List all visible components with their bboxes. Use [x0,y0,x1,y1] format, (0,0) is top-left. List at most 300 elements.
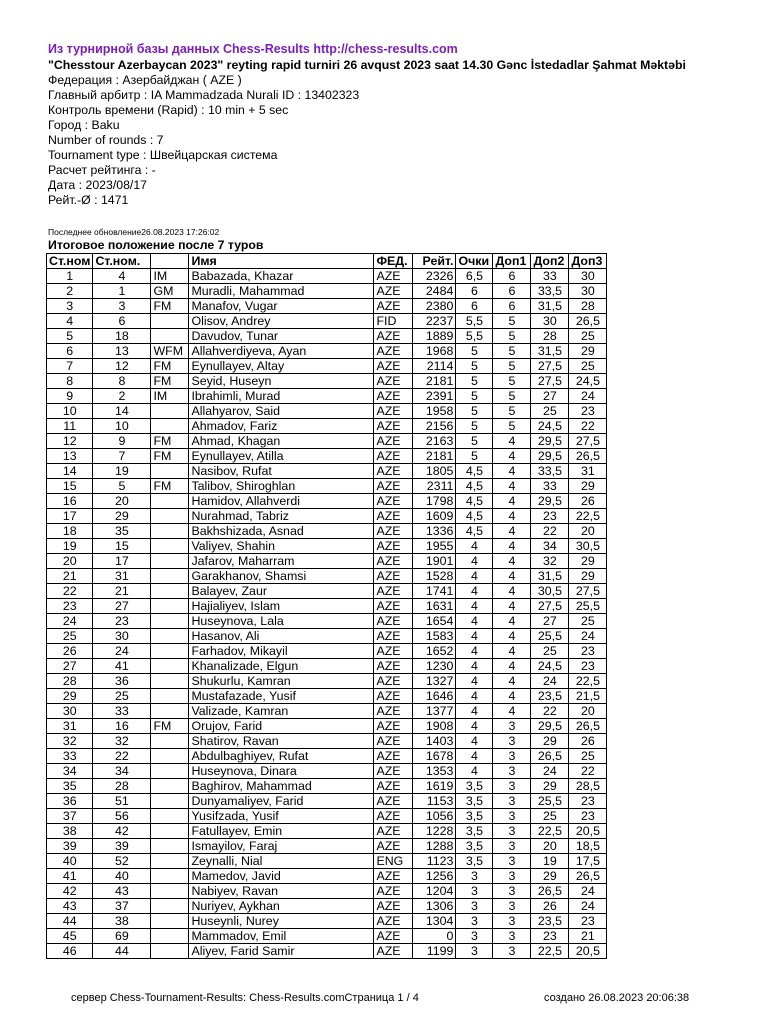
player-name-cell: Ismayilov, Faraj [189,839,374,854]
points-cell: 3,5 [456,854,493,869]
points-cell: 5 [456,389,493,404]
start-number-cell: 18 [93,329,151,344]
tiebreak2-cell: 32 [531,554,569,569]
rating-cell: 1403 [413,734,456,749]
tiebreak1-cell: 3 [493,824,531,839]
start-number-cell: 23 [93,614,151,629]
points-cell: 4 [456,614,493,629]
tiebreak3-cell: 29 [569,344,607,359]
title-cell [151,554,189,569]
tiebreak1-cell: 5 [493,359,531,374]
rating-cell: 1204 [413,884,456,899]
rank-cell: 9 [47,389,93,404]
federation-cell: AZE [374,584,413,599]
tiebreak2-cell: 27,5 [531,374,569,389]
points-cell: 3,5 [456,809,493,824]
tiebreak3-cell: 20 [569,704,607,719]
rank-cell: 44 [47,914,93,929]
title-cell [151,584,189,599]
tiebreak1-cell: 3 [493,764,531,779]
tiebreak1-cell: 4 [493,509,531,524]
tiebreak3-cell: 26,5 [569,314,607,329]
tiebreak2-cell: 22,5 [531,944,569,959]
player-name-cell: Balayev, Zaur [189,584,374,599]
title-cell [151,509,189,524]
federation-cell: AZE [374,704,413,719]
points-cell: 3,5 [456,779,493,794]
rating-cell: 1306 [413,899,456,914]
tiebreak1-cell: 4 [493,449,531,464]
tiebreak3-cell: 23 [569,914,607,929]
table-row [47,449,607,464]
tiebreak1-cell: 4 [493,614,531,629]
start-number-cell: 17 [93,554,151,569]
player-name-cell: Mamedov, Javid [189,869,374,884]
title-cell [151,464,189,479]
tiebreak3-cell: 24 [569,884,607,899]
points-cell: 4 [456,674,493,689]
tournament-title: "Chesstour Azerbaycan 2023" reyting rapid turniri 26 avqust 2023 saat 14.30 Gənc İstedadlar Şahmat Məktəbi [48,58,686,72]
info-tournament-type: Tournament type : Швейцарская система [48,148,278,162]
tiebreak3-cell: 30,5 [569,539,607,554]
info-rating-calc: Расчет рейтинга : - [48,163,156,177]
player-name-cell: Allahyarov, Said [189,404,374,419]
tiebreak2-cell: 33,5 [531,464,569,479]
tiebreak2-cell: 29 [531,734,569,749]
federation-cell: AZE [374,569,413,584]
start-number-cell: 19 [93,464,151,479]
points-cell: 4,5 [456,524,493,539]
points-cell: 5 [456,434,493,449]
player-name-cell: Muradli, Mahammad [189,284,374,299]
tiebreak3-cell: 21 [569,929,607,944]
rating-cell: 1968 [413,344,456,359]
rating-cell: 1228 [413,824,456,839]
tiebreak1-cell: 4 [493,524,531,539]
federation-cell: AZE [374,419,413,434]
tiebreak3-cell: 29 [569,554,607,569]
rating-cell: 1199 [413,944,456,959]
title-cell [151,914,189,929]
player-name-cell: Eynullayev, Altay [189,359,374,374]
tiebreak2-cell: 27 [531,389,569,404]
rating-cell: 1908 [413,719,456,734]
rating-cell: 1646 [413,689,456,704]
info-average-rating: Рейт.-Ø : 1471 [48,193,129,207]
points-cell: 4 [456,629,493,644]
rating-cell: 1256 [413,869,456,884]
rating-cell: 1889 [413,329,456,344]
federation-cell: AZE [374,719,413,734]
footer-server-page: сервер Chess-Tournament-Results: Chess-Results.comСтраница 1 / 4 [71,992,419,1004]
player-name-cell: Eynullayev, Atilla [189,449,374,464]
rank-cell: 8 [47,374,93,389]
tiebreak1-cell: 5 [493,314,531,329]
player-name-cell: Hasanov, Ali [189,629,374,644]
info-time-control: Контроль времени (Rapid) : 10 min + 5 sec [48,103,289,117]
rating-cell: 2163 [413,434,456,449]
player-name-cell: Mammadov, Emil [189,929,374,944]
rank-cell: 14 [47,464,93,479]
table-row [47,269,607,284]
tiebreak3-cell: 20 [569,524,607,539]
tiebreak3-cell: 28 [569,299,607,314]
tiebreak2-cell: 33,5 [531,284,569,299]
tiebreak1-cell: 4 [493,464,531,479]
rank-cell: 40 [47,854,93,869]
start-number-cell: 15 [93,539,151,554]
standings-table [46,253,607,959]
player-name-cell: Jafarov, Maharram [189,554,374,569]
tiebreak2-cell: 29,5 [531,494,569,509]
title-cell: FM [151,359,189,374]
start-number-cell: 9 [93,434,151,449]
table-row [47,359,607,374]
player-name-cell: Babazada, Khazar [189,269,374,284]
points-cell: 5 [456,449,493,464]
table-row [47,809,607,824]
tiebreak3-cell: 29 [569,479,607,494]
title-cell: IM [151,269,189,284]
tiebreak2-cell: 22 [531,524,569,539]
tiebreak3-cell: 25 [569,614,607,629]
title-cell [151,809,189,824]
rating-cell: 1678 [413,749,456,764]
table-row [47,689,607,704]
tiebreak2-cell: 33 [531,479,569,494]
federation-cell: AZE [374,869,413,884]
start-number-cell: 20 [93,494,151,509]
start-number-cell: 16 [93,719,151,734]
table-row [47,374,607,389]
title-cell [151,494,189,509]
col-header-rank: Ст.ном [47,254,93,269]
title-cell [151,404,189,419]
player-name-cell: Nasibov, Rufat [189,464,374,479]
start-number-cell: 22 [93,749,151,764]
rank-cell: 7 [47,359,93,374]
points-cell: 4,5 [456,464,493,479]
tiebreak1-cell: 5 [493,419,531,434]
federation-cell: AZE [374,554,413,569]
title-cell: FM [151,434,189,449]
col-header-start-number: Ст.ном. [93,254,151,269]
col-header-name: Имя [189,254,374,269]
title-cell: FM [151,719,189,734]
rating-cell: 1123 [413,854,456,869]
tiebreak1-cell: 3 [493,839,531,854]
title-cell [151,929,189,944]
tiebreak1-cell: 3 [493,869,531,884]
points-cell: 4 [456,659,493,674]
federation-cell: AZE [374,809,413,824]
tiebreak3-cell: 23 [569,794,607,809]
title-cell: FM [151,479,189,494]
rank-cell: 17 [47,509,93,524]
tiebreak3-cell: 20,5 [569,944,607,959]
title-cell [151,524,189,539]
tiebreak2-cell: 23 [531,509,569,524]
tiebreak3-cell: 26 [569,494,607,509]
points-cell: 4,5 [456,509,493,524]
tiebreak2-cell: 23,5 [531,914,569,929]
federation-cell: FID [374,314,413,329]
points-cell: 4 [456,764,493,779]
rank-cell: 5 [47,329,93,344]
points-cell: 3 [456,914,493,929]
tiebreak3-cell: 24 [569,629,607,644]
start-number-cell: 32 [93,734,151,749]
points-cell: 4 [456,704,493,719]
federation-cell: AZE [374,824,413,839]
table-row [47,599,607,614]
tiebreak2-cell: 34 [531,539,569,554]
federation-cell: AZE [374,404,413,419]
start-number-cell: 38 [93,914,151,929]
tiebreak2-cell: 26 [531,899,569,914]
rank-cell: 24 [47,614,93,629]
tiebreak3-cell: 31 [569,464,607,479]
tiebreak2-cell: 29,5 [531,449,569,464]
table-row [47,704,607,719]
tiebreak1-cell: 3 [493,809,531,824]
start-number-cell: 44 [93,944,151,959]
tiebreak1-cell: 4 [493,494,531,509]
federation-cell: AZE [374,779,413,794]
rating-cell: 2237 [413,314,456,329]
title-cell: WFM [151,344,189,359]
rank-cell: 15 [47,479,93,494]
tiebreak1-cell: 4 [493,434,531,449]
table-row [47,554,607,569]
table-row [47,539,607,554]
table-row [47,659,607,674]
tiebreak1-cell: 5 [493,374,531,389]
last-update: Последнее обновление26.08.2023 17:26:02 [48,227,220,237]
rating-cell: 1619 [413,779,456,794]
col-header-tiebreak2: Доп2 [531,254,569,269]
federation-cell: AZE [374,749,413,764]
tiebreak1-cell: 3 [493,914,531,929]
tiebreak1-cell: 6 [493,284,531,299]
player-name-cell: Abdulbaghiyev, Rufat [189,749,374,764]
tiebreak1-cell: 3 [493,779,531,794]
title-cell [151,569,189,584]
tiebreak2-cell: 22,5 [531,824,569,839]
start-number-cell: 6 [93,314,151,329]
player-name-cell: Shukurlu, Kamran [189,674,374,689]
title-cell [151,794,189,809]
tiebreak3-cell: 22 [569,419,607,434]
info-federation: Федерация : Азербайджан ( AZE ) [48,73,242,87]
player-name-cell: Allahverdiyeva, Ayan [189,344,374,359]
rating-cell: 2181 [413,374,456,389]
title-cell [151,629,189,644]
tiebreak2-cell: 25,5 [531,794,569,809]
tiebreak3-cell: 25,5 [569,599,607,614]
player-name-cell: Khanalizade, Elgun [189,659,374,674]
federation-cell: AZE [374,899,413,914]
start-number-cell: 25 [93,689,151,704]
tiebreak3-cell: 17,5 [569,854,607,869]
start-number-cell: 31 [93,569,151,584]
col-header-title [151,254,189,269]
title-cell [151,704,189,719]
points-cell: 3,5 [456,824,493,839]
tiebreak3-cell: 25 [569,329,607,344]
rating-cell: 1798 [413,494,456,509]
points-cell: 3,5 [456,839,493,854]
tiebreak3-cell: 27,5 [569,434,607,449]
title-cell [151,539,189,554]
tiebreak3-cell: 22,5 [569,674,607,689]
start-number-cell: 37 [93,899,151,914]
player-name-cell: Nabiyev, Ravan [189,884,374,899]
title-cell [151,659,189,674]
player-name-cell: Mustafazade, Yusif [189,689,374,704]
points-cell: 6 [456,284,493,299]
points-cell: 4 [456,689,493,704]
title-cell [151,899,189,914]
rating-cell: 1353 [413,764,456,779]
federation-cell: AZE [374,734,413,749]
title-cell [151,749,189,764]
table-row [47,884,607,899]
tiebreak3-cell: 22 [569,764,607,779]
tiebreak3-cell: 27,5 [569,584,607,599]
player-name-cell: Olisov, Andrey [189,314,374,329]
table-row [47,584,607,599]
federation-cell: AZE [374,269,413,284]
federation-cell: AZE [374,524,413,539]
table-row [47,899,607,914]
tiebreak2-cell: 28 [531,329,569,344]
col-header-rating: Рейт. [413,254,456,269]
table-row [47,734,607,749]
player-name-cell: Valiyev, Shahin [189,539,374,554]
start-number-cell: 5 [93,479,151,494]
points-cell: 5 [456,359,493,374]
rank-cell: 45 [47,929,93,944]
rank-cell: 26 [47,644,93,659]
rank-cell: 41 [47,869,93,884]
points-cell: 4 [456,734,493,749]
tiebreak3-cell: 18,5 [569,839,607,854]
tiebreak2-cell: 30,5 [531,584,569,599]
tiebreak2-cell: 23,5 [531,689,569,704]
rating-cell: 1805 [413,464,456,479]
federation-cell: AZE [374,389,413,404]
tiebreak2-cell: 20 [531,839,569,854]
points-cell: 3 [456,899,493,914]
table-row [47,419,607,434]
rating-cell: 1304 [413,914,456,929]
rating-cell: 2114 [413,359,456,374]
player-name-cell: Farhadov, Mikayil [189,644,374,659]
table-row [47,869,607,884]
federation-cell: AZE [374,689,413,704]
start-number-cell: 34 [93,764,151,779]
tiebreak2-cell: 27,5 [531,359,569,374]
tiebreak3-cell: 26 [569,734,607,749]
tiebreak3-cell: 26,5 [569,449,607,464]
player-name-cell: Ibrahimli, Murad [189,389,374,404]
points-cell: 5,5 [456,329,493,344]
title-cell [151,884,189,899]
title-cell [151,734,189,749]
start-number-cell: 1 [93,284,151,299]
federation-cell: AZE [374,674,413,689]
rating-cell: 1901 [413,554,456,569]
start-number-cell: 28 [93,779,151,794]
title-cell [151,599,189,614]
tiebreak1-cell: 4 [493,569,531,584]
rank-cell: 2 [47,284,93,299]
tiebreak1-cell: 4 [493,554,531,569]
tiebreak3-cell: 26,5 [569,719,607,734]
player-name-cell: Davudov, Tunar [189,329,374,344]
info-chief-arbiter: Главный арбитр : IA Mammadzada Nurali ID : 13402323 [48,88,360,102]
rating-cell: 1327 [413,674,456,689]
player-name-cell: Nurahmad, Tabriz [189,509,374,524]
rank-cell: 4 [47,314,93,329]
table-row [47,779,607,794]
rank-cell: 20 [47,554,93,569]
rank-cell: 32 [47,734,93,749]
title-cell [151,674,189,689]
tiebreak1-cell: 5 [493,344,531,359]
title-cell [151,314,189,329]
title-cell [151,689,189,704]
tiebreak2-cell: 30 [531,314,569,329]
source-link[interactable]: Из турнирной базы данных Chess-Results http://chess-results.com [48,42,458,56]
rating-cell: 2311 [413,479,456,494]
tiebreak2-cell: 31,5 [531,344,569,359]
points-cell: 3 [456,869,493,884]
start-number-cell: 29 [93,509,151,524]
tiebreak1-cell: 3 [493,719,531,734]
federation-cell: AZE [374,944,413,959]
table-row [47,299,607,314]
tiebreak1-cell: 3 [493,899,531,914]
title-cell [151,644,189,659]
title-cell: GM [151,284,189,299]
tiebreak3-cell: 30 [569,284,607,299]
table-row [47,854,607,869]
points-cell: 4 [456,584,493,599]
tiebreak1-cell: 4 [493,584,531,599]
title-cell [151,779,189,794]
tiebreak2-cell: 29,5 [531,434,569,449]
tiebreak2-cell: 25 [531,644,569,659]
points-cell: 4,5 [456,479,493,494]
tiebreak2-cell: 29,5 [531,719,569,734]
player-name-cell: Ahmad, Khagan [189,434,374,449]
rating-cell: 2391 [413,389,456,404]
tiebreak2-cell: 31,5 [531,569,569,584]
tiebreak2-cell: 27,5 [531,599,569,614]
table-row [47,929,607,944]
tiebreak3-cell: 29 [569,569,607,584]
tiebreak3-cell: 24,5 [569,374,607,389]
rating-cell: 1958 [413,404,456,419]
info-date: Дата : 2023/08/17 [48,178,148,192]
tiebreak3-cell: 28,5 [569,779,607,794]
player-name-cell: Bakhshizada, Asnad [189,524,374,539]
rating-cell: 2484 [413,284,456,299]
table-row [47,614,607,629]
start-number-cell: 7 [93,449,151,464]
